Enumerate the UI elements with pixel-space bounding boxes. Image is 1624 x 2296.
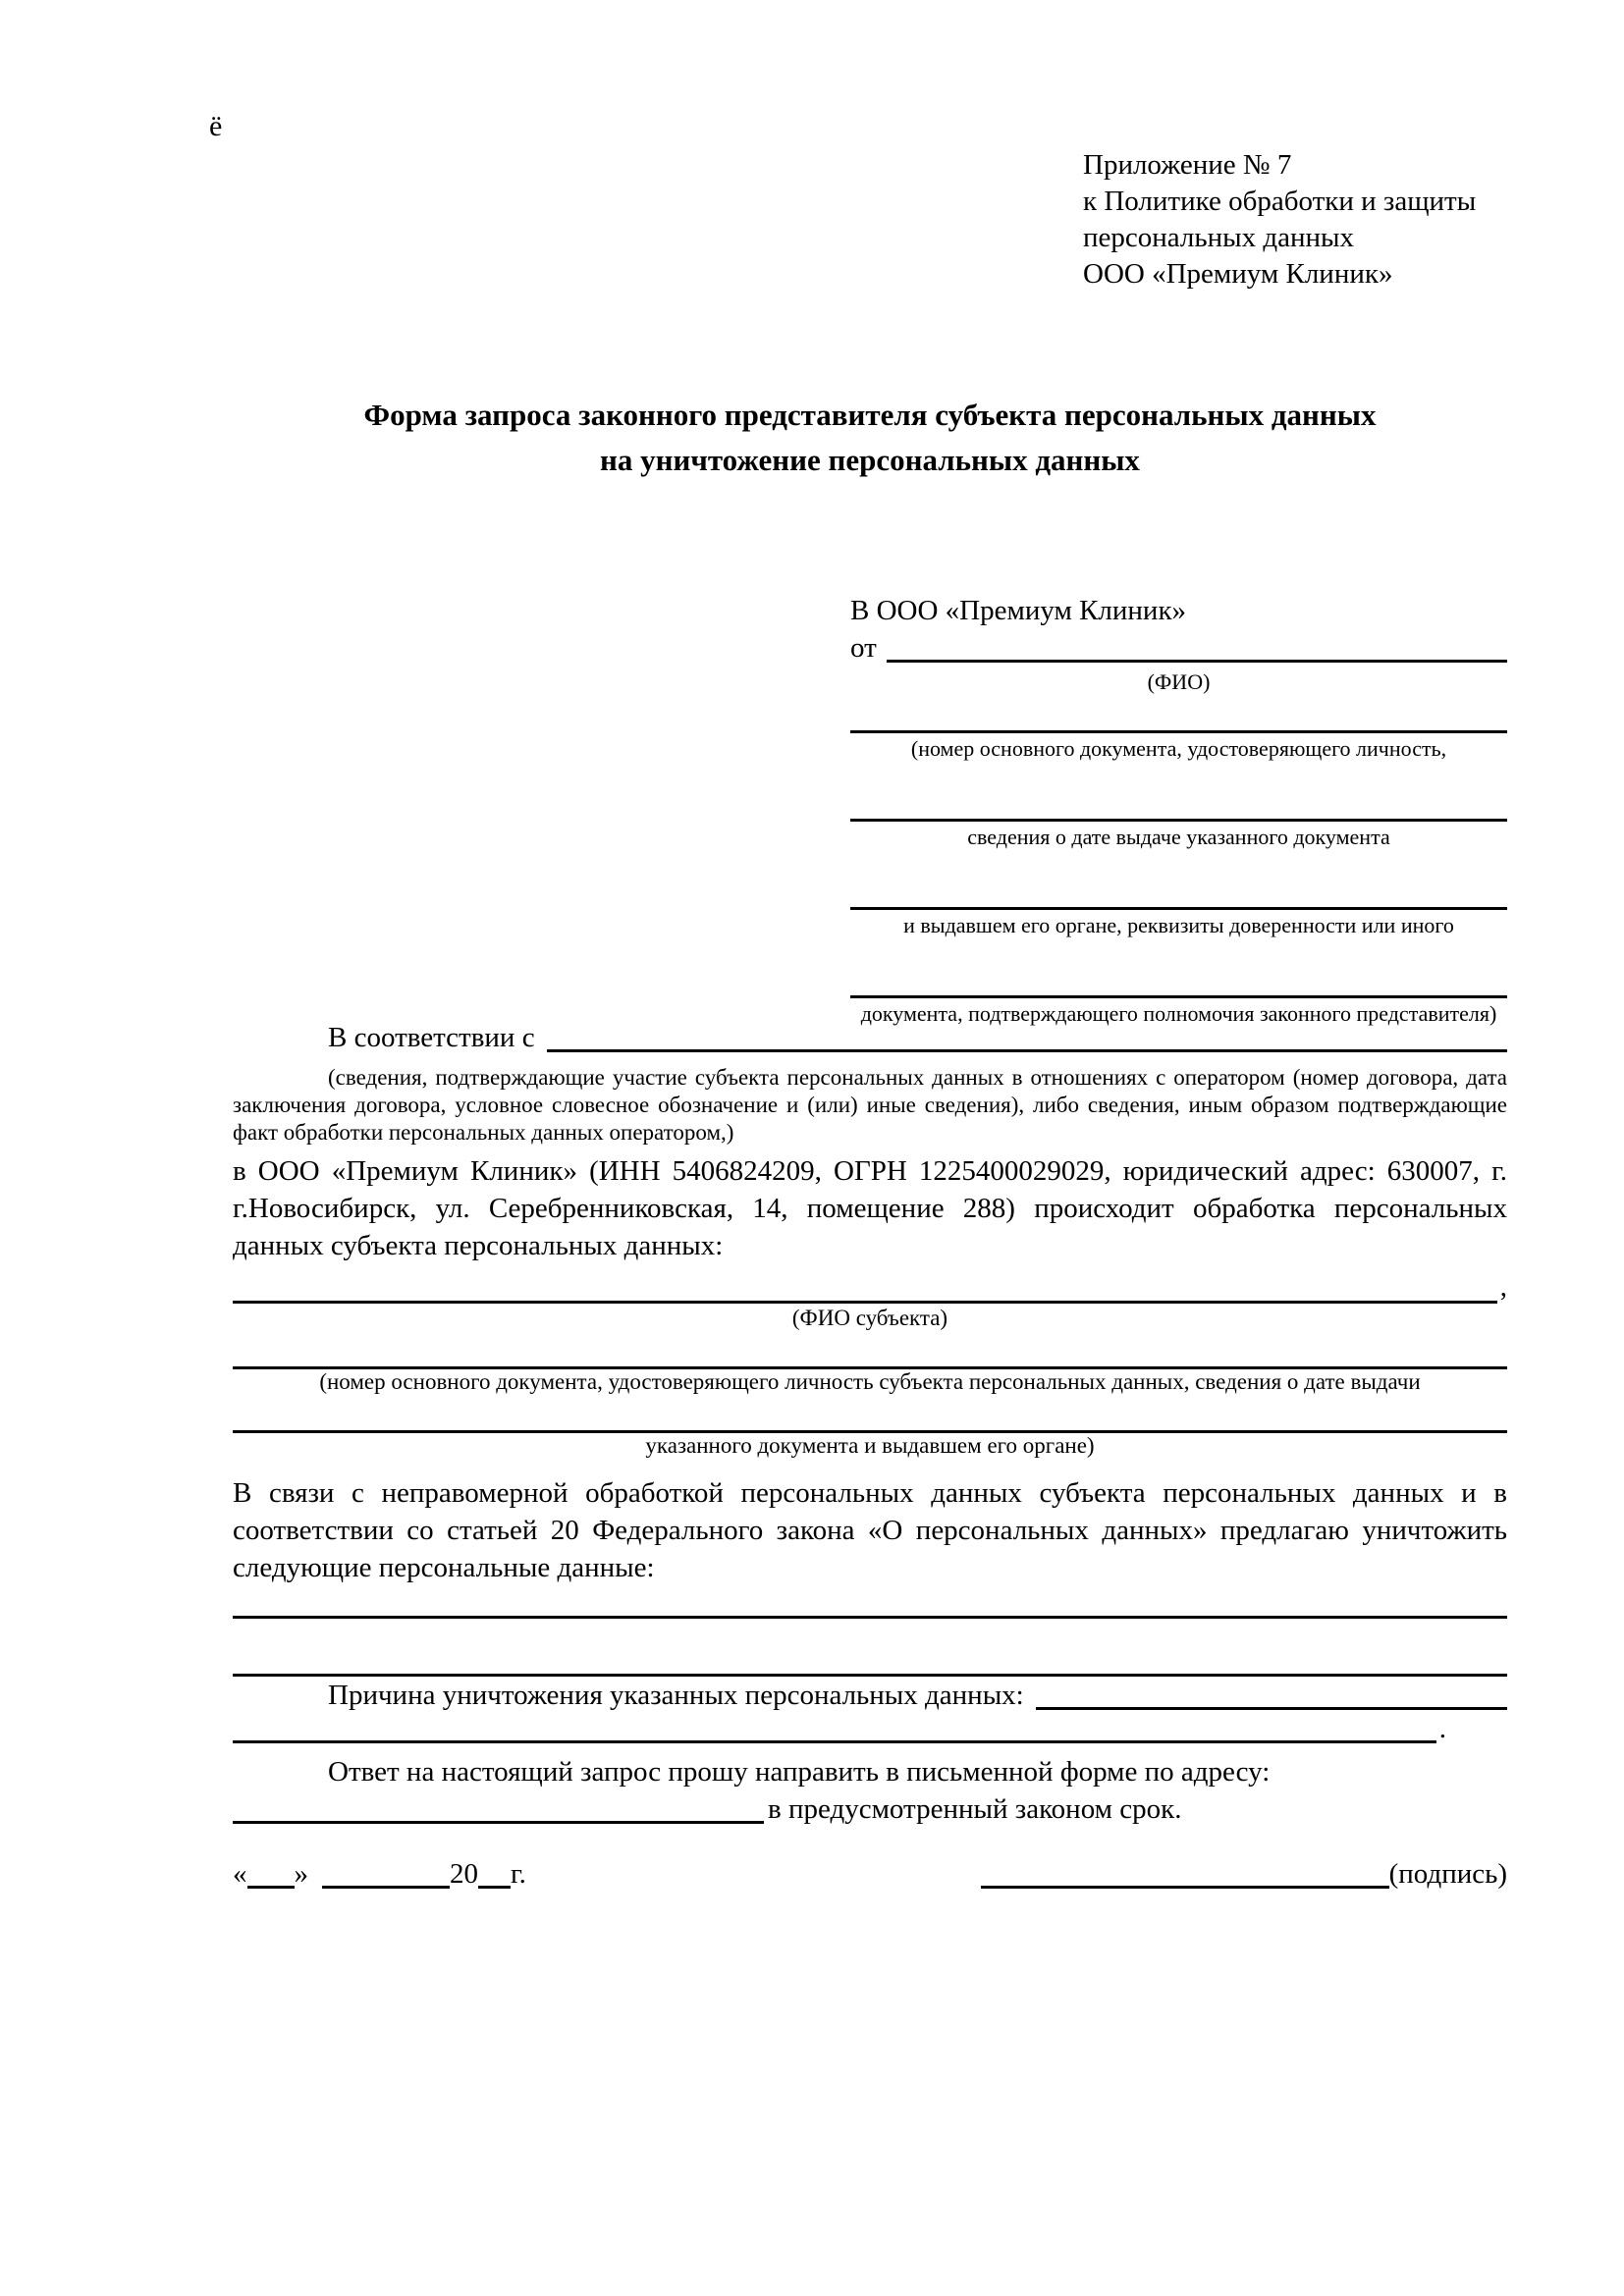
title-line-1: Форма запроса законного представителя субъекта персональных данных xyxy=(363,398,1377,432)
from-line xyxy=(850,629,1507,667)
accordance-underline xyxy=(547,1049,1507,1052)
appendix-line: персональных данных xyxy=(1083,222,1355,253)
date-quote-open: « xyxy=(233,1858,247,1890)
answer-tail: в предусмотренный законом срок. xyxy=(768,1793,1182,1825)
answer-paragraph: Ответ на настоящий запрос прошу направить в письменной форме по адресу: xyxy=(328,1756,1271,1788)
signature-underline xyxy=(981,1886,1389,1889)
reason-period: . xyxy=(1438,1713,1446,1744)
reason-line xyxy=(233,1677,1507,1714)
accordance-lead: В соответствии с xyxy=(328,1022,535,1053)
stray-letter: ё xyxy=(209,110,223,142)
footer-row xyxy=(233,1855,1507,1893)
year-underline xyxy=(478,1886,511,1889)
reason-continuation-underline xyxy=(233,1740,1436,1743)
subject-doc-caption-1: (номер основного документа, удостоверяющего личность субъекта персональных данных, сведения о дате выдачи xyxy=(319,1369,1421,1394)
signature-caption: (подпись) xyxy=(1388,1858,1507,1890)
appendix-header xyxy=(1083,147,1476,293)
doc-field-caption-2: сведения о дате выдаче указанного документа xyxy=(967,825,1390,849)
document-body xyxy=(233,1019,1507,1828)
address-line xyxy=(233,1790,1507,1828)
reason-continuation-line xyxy=(233,1714,1446,1747)
accordance-note: (сведения, подтверждающие участие субъекта персональных данных в отношениях с оператором (номер договора, дата заключения договора, условное словесное обозначение и (или) иные сведения), либо сведения, иным образом подтверждающие факт обработки персональных данных оператором,) xyxy=(233,1065,1507,1145)
reason-lead: Причина уничтожения указанных персональных данных: xyxy=(328,1680,1024,1711)
accordance-line xyxy=(233,1019,1507,1056)
reason-underline xyxy=(1036,1707,1507,1710)
addressee-block xyxy=(850,592,1507,1027)
page-title xyxy=(233,393,1507,483)
doc-field-caption-4: документа, подтверждающего полномочия законного представителя) xyxy=(860,1001,1497,1026)
appendix-line: к Политике обработки и защиты xyxy=(1083,186,1477,217)
subject-fio-line xyxy=(233,1268,1507,1306)
month-underline xyxy=(322,1886,450,1889)
demand-paragraph: В связи с неправомерной обработкой персональных данных субъекта персональных данных и в соответствии со статьей 20 Федерального закона «О персональных данных» предлагаю уничтожить следующие персональные данные: xyxy=(233,1477,1507,1583)
title-line-2: на уничтожение персональных данных xyxy=(600,443,1140,477)
subject-doc-underline-1 xyxy=(233,1331,1507,1369)
address-underline xyxy=(233,1821,764,1824)
subject-doc-underline-2 xyxy=(233,1395,1507,1433)
signature-line xyxy=(981,1855,1507,1893)
from-underline xyxy=(887,660,1507,663)
data-list-underline-1 xyxy=(233,1586,1507,1619)
date-quote-close: » xyxy=(294,1858,308,1890)
year-prefix: 20 xyxy=(450,1858,478,1890)
fio-caption: (ФИО) xyxy=(1147,669,1211,694)
subject-line-comma: , xyxy=(1499,1271,1507,1303)
subject-fio-caption: (ФИО субъекта) xyxy=(791,1306,948,1330)
year-suffix: г. xyxy=(511,1858,526,1890)
doc-field-underline-3 xyxy=(850,850,1507,910)
date-line xyxy=(233,1855,526,1893)
doc-field-caption-1: (номер основного документа, удостоверяющего личность, xyxy=(910,736,1447,761)
doc-field-underline-1 xyxy=(850,695,1507,733)
appendix-line: Приложение № 7 xyxy=(1083,149,1292,181)
doc-field-underline-2 xyxy=(850,762,1507,822)
appendix-line: ООО «Премиум Клиник» xyxy=(1083,258,1393,290)
addressee-to: В ООО «Премиум Клиник» xyxy=(850,595,1187,626)
subject-doc-caption-2: указанного документа и выдавшем его органе) xyxy=(645,1433,1095,1458)
operator-paragraph: в ООО «Премиум Клиник» (ИНН 5406824209, ОГРН 1225400029029, юридический адрес: 630007, г. г.Новосибирск, ул. Серебренниковская, 14, помещение 288) происходит обработка персональных данных субъекта персональных данных: xyxy=(233,1155,1507,1261)
doc-field-underline-4 xyxy=(850,938,1507,998)
doc-field-caption-3: и выдавшем его органе, реквизиты доверенности или иного xyxy=(903,913,1454,937)
day-underline xyxy=(247,1886,295,1889)
from-label: от xyxy=(850,632,877,664)
data-list-underline-2 xyxy=(233,1619,1507,1677)
subject-fio-underline xyxy=(233,1301,1497,1304)
